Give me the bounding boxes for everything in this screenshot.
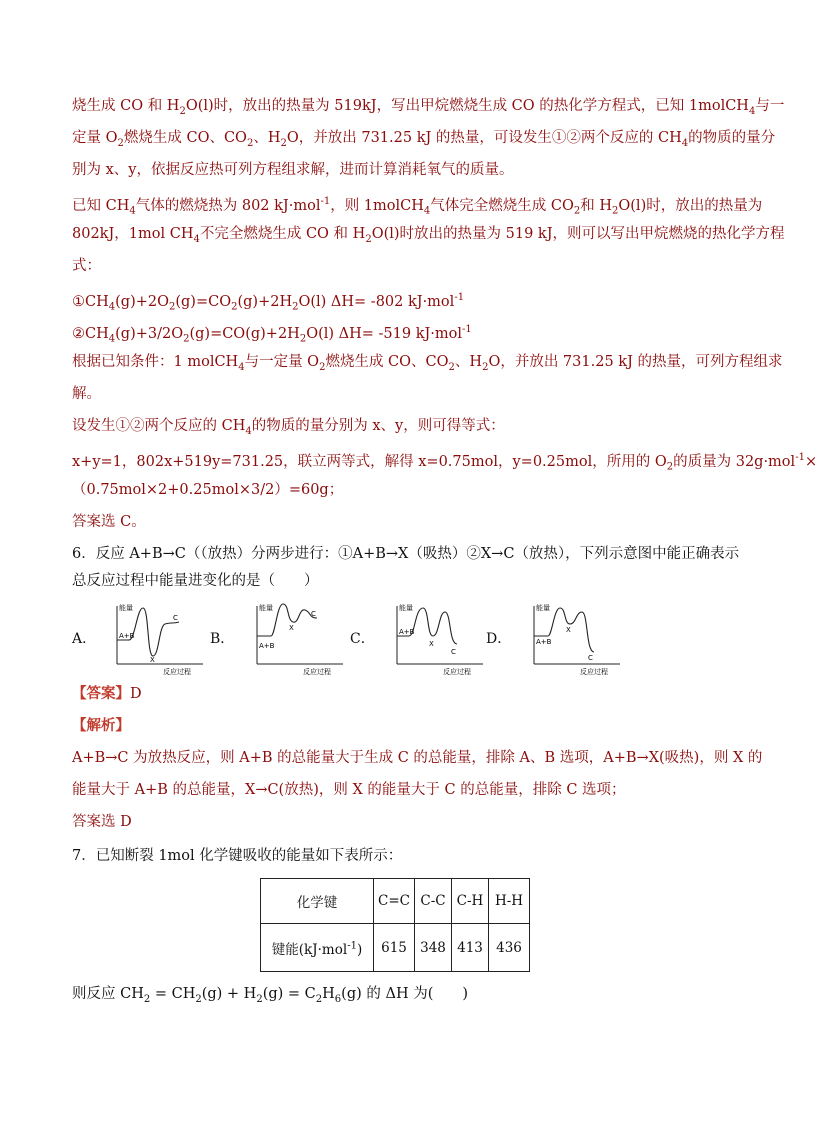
energy-diagram-a xyxy=(107,598,207,676)
text-line: 解。 xyxy=(72,386,101,402)
table-cell: 413 xyxy=(452,924,489,972)
analysis-line: A+B→C 为放热反应，则 A+B 的总能量大于生成 C 的总能量，排除 A、B 选项，A+B→X(吸热)，则 X 的 xyxy=(72,750,763,766)
y-axis-label: 能量 xyxy=(399,604,413,612)
table-row-label: 键能(kJ·mol$^{-1}$) xyxy=(261,924,374,972)
text-line: 根据已知条件：1 molCH$_4$与一定量 $O_2$燃烧生成 CO、$CO_2$、$H_2O$，并放出 731.25 kJ 的热量，可列方程组求 xyxy=(72,354,783,373)
text-line: （0.75mol×2+0.25mol×3/2）=60g； xyxy=(72,482,344,498)
options-row xyxy=(72,598,722,678)
x-label: X xyxy=(150,656,155,664)
text-line: 已知 $CH_4$气体的燃烧热为 802 kJ·mol$^{-1}$，则 1molCH$_4$气体完全燃烧生成 $CO_2$和 $H_2O(l)$时，放出的热量为 xyxy=(72,196,763,217)
question-6-cont: 总反应过程中能量进变化的是（ ） xyxy=(72,573,319,589)
option-c-label: C． xyxy=(350,631,375,647)
analysis-label: 【解析】 xyxy=(72,717,130,734)
table-cell: 348 xyxy=(415,924,452,972)
answer: 【答案】D xyxy=(72,685,142,702)
option-b-label: B． xyxy=(210,631,235,647)
text-line: 别为 x、y，依据反应热可列方程组求解，进而计算消耗氧气的质量。 xyxy=(72,162,514,178)
text-line: 设发生①②两个反应的 $CH_4$的物质的量分别为 x、y，则可得等式： xyxy=(72,418,505,437)
ab-label: A+B xyxy=(536,638,552,646)
bond-energy-table xyxy=(260,878,530,972)
x-axis-label: 反应过程 xyxy=(580,668,608,676)
x-label: X xyxy=(566,626,571,634)
y-axis-label: 能量 xyxy=(536,604,550,612)
ab-label: A+B xyxy=(259,642,275,650)
c-label: C xyxy=(173,614,178,622)
text-line: 答案选 C。 xyxy=(72,514,146,530)
table-cell: 436 xyxy=(489,924,530,972)
energy-diagram-b xyxy=(247,598,347,676)
energy-diagram-c xyxy=(387,598,487,676)
energy-diagram-d xyxy=(524,598,624,676)
question-7-reaction: 则反应 $CH_2 = CH_2(g) + H_2(g) = C_2H_6(g)$ 的 ΔH 为( ) xyxy=(72,986,469,1005)
x-axis-label: 反应过程 xyxy=(303,668,331,676)
text-line: 802kJ，1mol $CH_4$不完全燃烧生成 CO 和 $H_2O(l)$时放出的热量为 519 kJ，则可以写出甲烷燃烧的热化学方程 xyxy=(72,226,785,245)
c-label: C xyxy=(311,610,316,618)
text-line: 定量 $O_2$燃烧生成 CO、$CO_2$、$H_2O$，并放出 731.25 kJ 的热量，可设发生①②两个反应的 $CH_4$的物质的量分 xyxy=(72,130,776,149)
x-axis-label: 反应过程 xyxy=(443,668,471,676)
equation-2: $②CH_4(g)+3/2O_2(g)=CO(g)+2H_2O(l)$ ΔH= -519 kJ·mol$^{-1}$ xyxy=(72,324,472,345)
equation-1: $①CH_4(g)+2O_2(g)=CO_2(g)+2H_2O(l)$ ΔH= -802 kJ·mol$^{-1}$ xyxy=(72,292,465,313)
x-axis-label: 反应过程 xyxy=(163,668,191,676)
table-header-cell: C-C xyxy=(415,879,452,924)
x-label: X xyxy=(429,640,434,648)
table-row xyxy=(261,924,530,972)
text-line: 式： xyxy=(72,258,101,274)
ab-label: A+B xyxy=(399,628,415,636)
x-label: X xyxy=(289,624,294,632)
analysis-line: 能量大于 A+B 的总能量，X→C(放热)，则 X 的能量大于 C 的总能量，排除 C 选项； xyxy=(72,782,626,798)
text-line: 烧生成 CO 和 $H_2O(l)$时，放出的热量为 519kJ，写出甲烷燃烧生成 CO 的热化学方程式，已知 1molCH$_4$与一 xyxy=(72,98,785,117)
table-header-cell: C=C xyxy=(374,879,415,924)
y-axis-label: 能量 xyxy=(119,604,133,612)
analysis-line: 答案选 D xyxy=(72,814,132,830)
table-header-cell: H-H xyxy=(489,879,530,924)
c-label: C xyxy=(451,648,456,656)
table-header-cell: 化学键 xyxy=(261,879,374,924)
option-d-label: D． xyxy=(486,631,512,647)
text-line: x+y=1，802x+519y=731.25，联立两等式，解得 x=0.75mol，y=0.25mol，所用的 $O_2$的质量为 32g·mol$^{-1}$× xyxy=(72,452,817,473)
ab-label: A+B xyxy=(119,632,135,640)
table-cell: 615 xyxy=(374,924,415,972)
y-axis-label: 能量 xyxy=(259,604,273,612)
c-label: C xyxy=(588,654,593,662)
table-row xyxy=(261,879,530,924)
table-header-cell: C-H xyxy=(452,879,489,924)
question-7: 7．已知断裂 1mol 化学键吸收的能量如下表所示： xyxy=(72,848,403,864)
question-6: 6．反应 A+B→C（（放热）分两步进行：①A+B→X（吸热）②X→C（放热），下列示意图中能正确表示 xyxy=(72,546,740,562)
option-a-label: A． xyxy=(72,631,97,647)
